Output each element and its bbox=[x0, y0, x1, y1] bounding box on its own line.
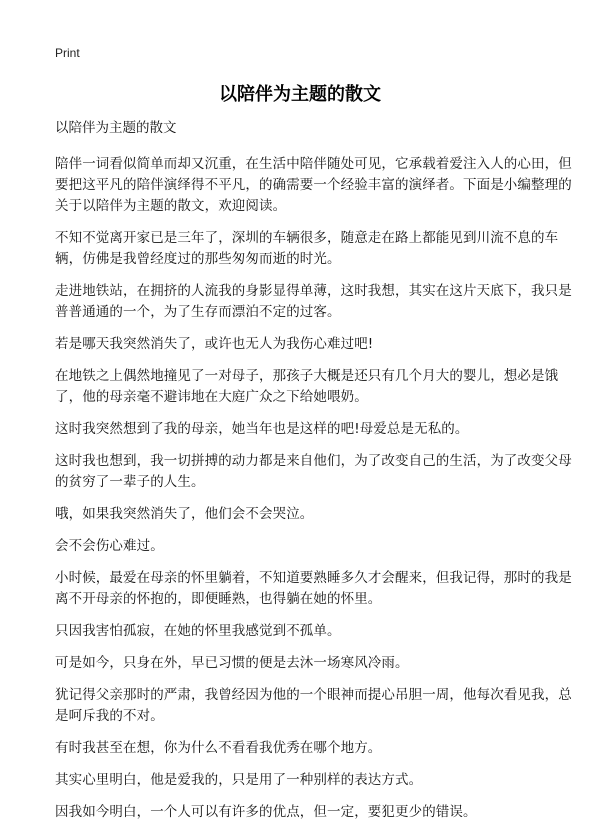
paragraph-16: 因我如今明白，一个人可以有许多的优点，但一定，要犯更少的错误。 bbox=[55, 804, 477, 820]
paragraph-7: 这时我也想到，我一切拼搏的动力都是来自他们，为了改变自己的生活，为了改变父母的贫穷了一辈子的人生。 bbox=[55, 453, 572, 490]
article-body bbox=[55, 118, 580, 834]
print-link[interactable]: Print bbox=[55, 46, 80, 60]
paragraph-12: 可是如今，只身在外，早已习惯的便是去沐一场寒风冷雨。 bbox=[55, 655, 409, 671]
paragraph-14: 有时我甚至在想，你为什么不看看我优秀在哪个地方。 bbox=[55, 740, 382, 756]
paragraph-9: 会不会伤心难过。 bbox=[55, 538, 164, 554]
paragraph-10: 小时候，最爱在母亲的怀里躺着，不知道要熟睡多久才会醒来，但我记得，那时的我是离不开母亲的怀抱的，即便睡熟，也得躺在她的怀里。 bbox=[55, 570, 572, 607]
paragraph-15: 其实心里明白，他是爱我的，只是用了一种别样的表达方式。 bbox=[55, 772, 423, 788]
paragraph-2: 不知不觉离开家已是三年了，深圳的车辆很多，随意走在路上都能见到川流不息的车辆，仿佛是我曾经度过的那些匆匆而逝的时光。 bbox=[55, 230, 559, 267]
paragraph-6: 这时我突然想到了我的母亲，她当年也是这样的吧!母爱总是无私的。 bbox=[55, 421, 469, 437]
page-title: 以陪伴为主题的散文 bbox=[219, 84, 381, 105]
paragraph-5: 在地铁之上偶然地撞见了一对母子，那孩子大概是还只有几个月大的婴儿，想必是饿了，他的母亲毫不避讳地在大庭广众之下给她喂奶。 bbox=[55, 368, 559, 405]
paragraph-8: 哦，如果我突然消失了，他们会不会哭泣。 bbox=[55, 506, 314, 522]
paragraph-13: 犹记得父亲那时的严肃，我曾经因为他的一个眼神而提心吊胆一周，他每次看见我，总是呵斥我的不对。 bbox=[55, 687, 572, 724]
paragraph-3: 走进地铁站，在拥挤的人流我的身影显得单薄，这时我想，其实在这片天底下，我只是普普通通的一个，为了生存而漂泊不定的过客。 bbox=[55, 283, 572, 320]
paragraph-4: 若是哪天我突然消失了，或许也无人为我伤心难过吧! bbox=[55, 336, 374, 352]
article-subtitle: 以陪伴为主题的散文 bbox=[55, 120, 177, 136]
paragraph-1: 陪伴一词看似简单而却又沉重，在生活中陪伴随处可见，它承载着爱注入人的心田，但要把这平凡的陪伴演绎得不平凡，的确需要一个经验丰富的演绎者。下面是小编整理的关于以陪伴为主题的散文，欢迎阅读。 bbox=[55, 156, 572, 214]
paragraph-11: 只因我害怕孤寂，在她的怀里我感觉到不孤单。 bbox=[55, 623, 341, 639]
